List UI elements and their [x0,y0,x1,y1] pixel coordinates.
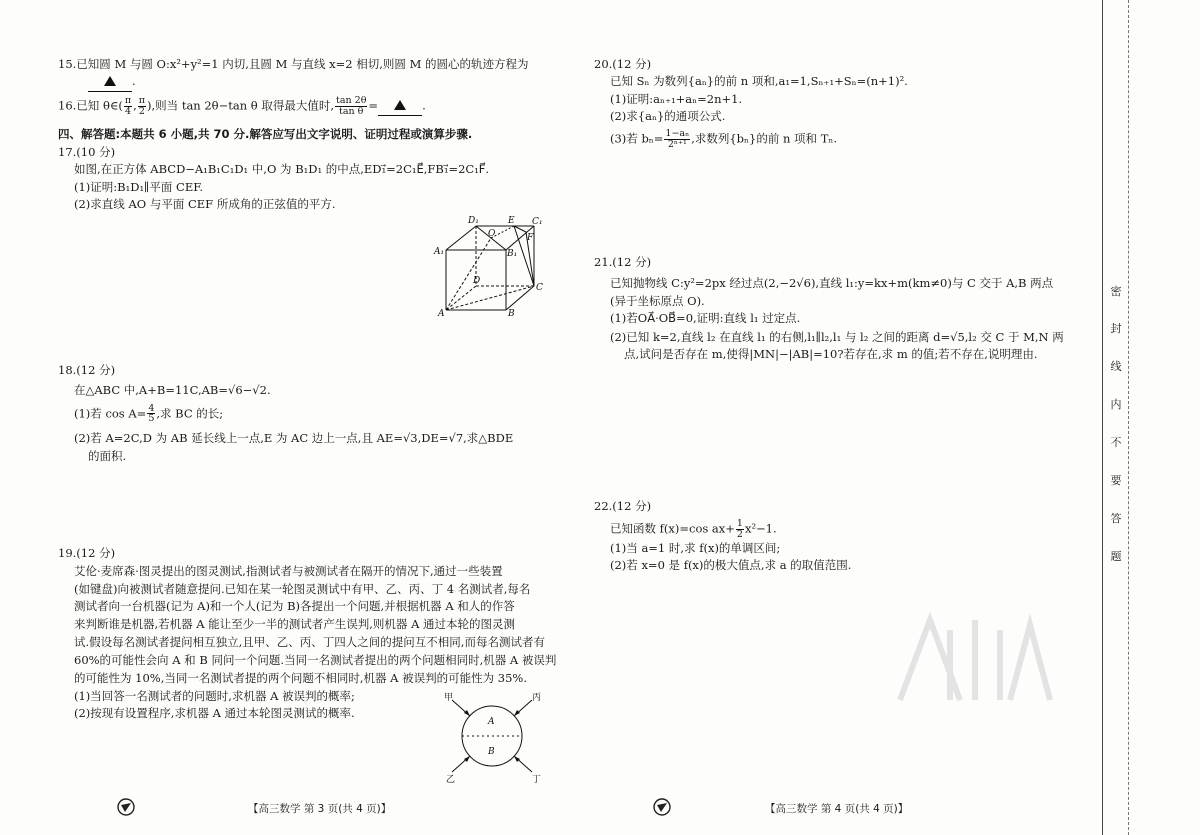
question-22: 22.(12 分) 已知函数 f(x)=cos ax+ $\frac{1}{2}$ x²−1. (1)当 a=1 时,求 f(x)的单调区间; (2)若 x=0 是 f(x)的极大值点,求 a 的取值范围. [594,499,852,573]
label-C: C [536,283,543,293]
label-E: E [508,216,515,226]
q19-line: 60%的可能性会向 A 和 B 同问一个问题.当同一名测试者提出的两个问题相同时,机器 A 被误判 [74,652,557,667]
q19-line: 来判断谁是机器,若机器 A 能让至少一半的测试者产生误判,则机器 A 通过本轮的图灵测 [74,617,516,632]
seal-char: 封 [1110,322,1122,335]
label-D1: D₁ [468,216,479,226]
fraction: $\frac{\pi}{4}$ [124,95,132,117]
q19-line: 测试者向一台机器(记为 A)和一个人(记为 B)各提出一个问题,并根据机器 A 和人的作答 [74,599,515,614]
cube-figure [428,212,556,320]
section-heading: 四、解答题:本题共 6 小题,共 70 分.解答应写出文字说明、证明过程或演算步骤. [58,127,473,141]
seal-char: 题 [1110,550,1122,563]
publisher-logo-icon [116,797,136,817]
question-15: 15.已知圆 M 与圆 O:x²+y²=1 内切,且圆 M 与直线 x=2 相切,则圆 M 的圆心的轨迹方程为 . [58,56,529,92]
label-B: B [488,747,495,757]
answer-blank [88,73,132,91]
seal-char: 密 [1110,285,1122,298]
label-A: A [488,717,495,727]
label-A1: A₁ [434,247,445,257]
fraction: $\frac{\tan 2\theta}{\text{tan θ}}$ [336,95,367,117]
question-18: 18.(12 分) 在△ABC 中,A+B=11C,AB=√6−√2. (1)若 cos A= $\frac{4}{5}$ ,求 BC 的长; (2)若 A=2C,D 为 AB 延长线上一点,E 为 AC 边上一点,且 AE=√3,DE=√7,求△BDE 的面积. [58,363,514,463]
seal-char: 内 [1110,398,1122,411]
seal-dashed-line [1128,0,1130,835]
label-ding: 丁 [532,775,542,785]
fraction: $\frac{\text{1−aₙ}}{\text{2ⁿ⁺¹}}$ [665,128,690,150]
publisher-logo-icon [652,797,672,817]
watermark-icon [880,600,1060,710]
seal-char: 不 [1110,436,1122,449]
page-footer-left: 【高三数学 第 3 页(共 4 页)】 [248,803,392,815]
question-19: 19.(12 分) 艾伦·麦席森·图灵提出的图灵测试,指测试者与被测试者在隔开的情况下,通过一些装置 (如键盘)向被测试者随意提问.已知在某一轮图灵测试中有甲、乙、丙、丁 4 名测试者,每名 测试者向一台机器(记为 A)和一个人(记为 B)各提出一个问题,并根据机器 A 和人的作答 来判断谁是机器,若机器 A 能让至少一半的测试者产生误判,则机器 A 通过本轮的图灵测 试.假设每名测试者提问相互独立,且甲、乙、丙、丁四人之间的提问互不相同,而每名测试者有 60%的可能性会向 A 和 B 同问一个问题.当同一名测试者提出的两个问题相同时,机器 A 被误判 的可能性为 10%,当同一名测试者提的两个问题不相同时,机器 A 被误判的可能性为 35%. (1)当回答一名测试者的问题时,求机器 A 被误判的概率; (2)按现有设置程序,求机器 A 通过本轮图灵测试的概率. [58,546,557,721]
label-A: A [438,309,445,319]
label-bing: 丙 [532,693,542,703]
label-C1: C₁ [532,217,543,227]
q19-line: (如键盘)向被测试者随意提问.已知在某一轮图灵测试中有甲、乙、丙、丁 4 名测试者,每名 [74,581,531,596]
page-footer-right: 【高三数学 第 4 页(共 4 页)】 [765,803,909,815]
triangle-icon [394,100,406,110]
label-F: F [527,233,534,243]
question-16: 16.已知 θ∈( $\frac{\pi}{4}$ , $\frac{\pi}{2}$ ),则当 tan 2θ−tan θ 取得最大值时, $\frac{\tan 2\theta}{\text{tan θ}}$ = . [58,95,426,117]
seal-char: 要 [1110,474,1122,487]
question-20: 20.(12 分) 已知 Sₙ 为数列{aₙ}的前 n 项和,a₁=1,Sₙ₊₁+Sₙ=(n+1)². (1)证明:aₙ₊₁+aₙ=2n+1. (2)求{aₙ}的通项公式. (3)若 bₙ= $\frac{\text{1−aₙ}}{\text{2ⁿ⁺¹}}$ ,求数列{bₙ}的前 n 项和 Tₙ. [594,57,908,150]
fraction: $\frac{\pi}{2}$ [138,95,146,117]
seal-char: 线 [1110,360,1122,373]
label-O: O [488,229,496,239]
question-21: 21.(12 分) 已知抛物线 C:y²=2px 经过点(2,−2√6),直线 l₁:y=kx+m(km≠0)与 C 交于 A,B 两点 (异于坐标原点 O). (1)若OA⃗·OB⃗=0,证明:直线 l₁ 过定点. (2)已知 k=2,直线 l₂ 在直线 l₁ 的右侧,l₁∥l₂,l₁ 与 l₂ 之间的距离 d=√5,l₂ 交 C 于 M,N 两 点,试问是否存在 m,使得|MN|−|AB|=10?若存在,求 m 的值;若不存在,说明理由. [594,255,1064,362]
q15-text: 15.已知圆 M 与圆 O:x²+y²=1 内切,且圆 M 与直线 x=2 相切,则圆 M 的圆心的轨迹方程为 [58,57,529,71]
seal-line [1102,0,1103,835]
label-B1: B₁ [507,249,518,259]
q19-line: 试.假设每名测试者提问相互独立,且甲、乙、丙、丁四人之间的提问互不相同,而每名测试者有 [74,635,545,650]
label-D: D [473,276,481,286]
fraction: $\frac{1}{2}$ [736,518,743,541]
q19-line: 艾伦·麦席森·图灵提出的图灵测试,指测试者与被测试者在隔开的情况下,通过一些装置 [74,563,503,578]
label-B: B [508,309,515,319]
label-jia: 甲 [444,693,454,703]
question-17: 17.(10 分) 如图,在正方体 ABCD−A₁B₁C₁D₁ 中,O 为 B₁D₁ 的中点,ED₁⃗=2C₁E⃗,FB₁⃗=2C₁F⃗. (1)证明:B₁D₁∥平面 CEF. (2)求直线 AO 与平面 CEF 所成角的正弦值的平方. [58,145,490,211]
label-yi: 乙 [446,775,456,785]
q19-line: 的可能性为 10%,当同一名测试者提的两个问题不相同时,机器 A 被误判的可能性为 35%. [74,670,528,685]
turing-test-figure [438,690,548,786]
triangle-icon [104,76,116,86]
seal-char: 答 [1110,512,1122,525]
answer-blank [378,97,422,115]
fraction: $\frac{4}{5}$ [148,402,155,425]
